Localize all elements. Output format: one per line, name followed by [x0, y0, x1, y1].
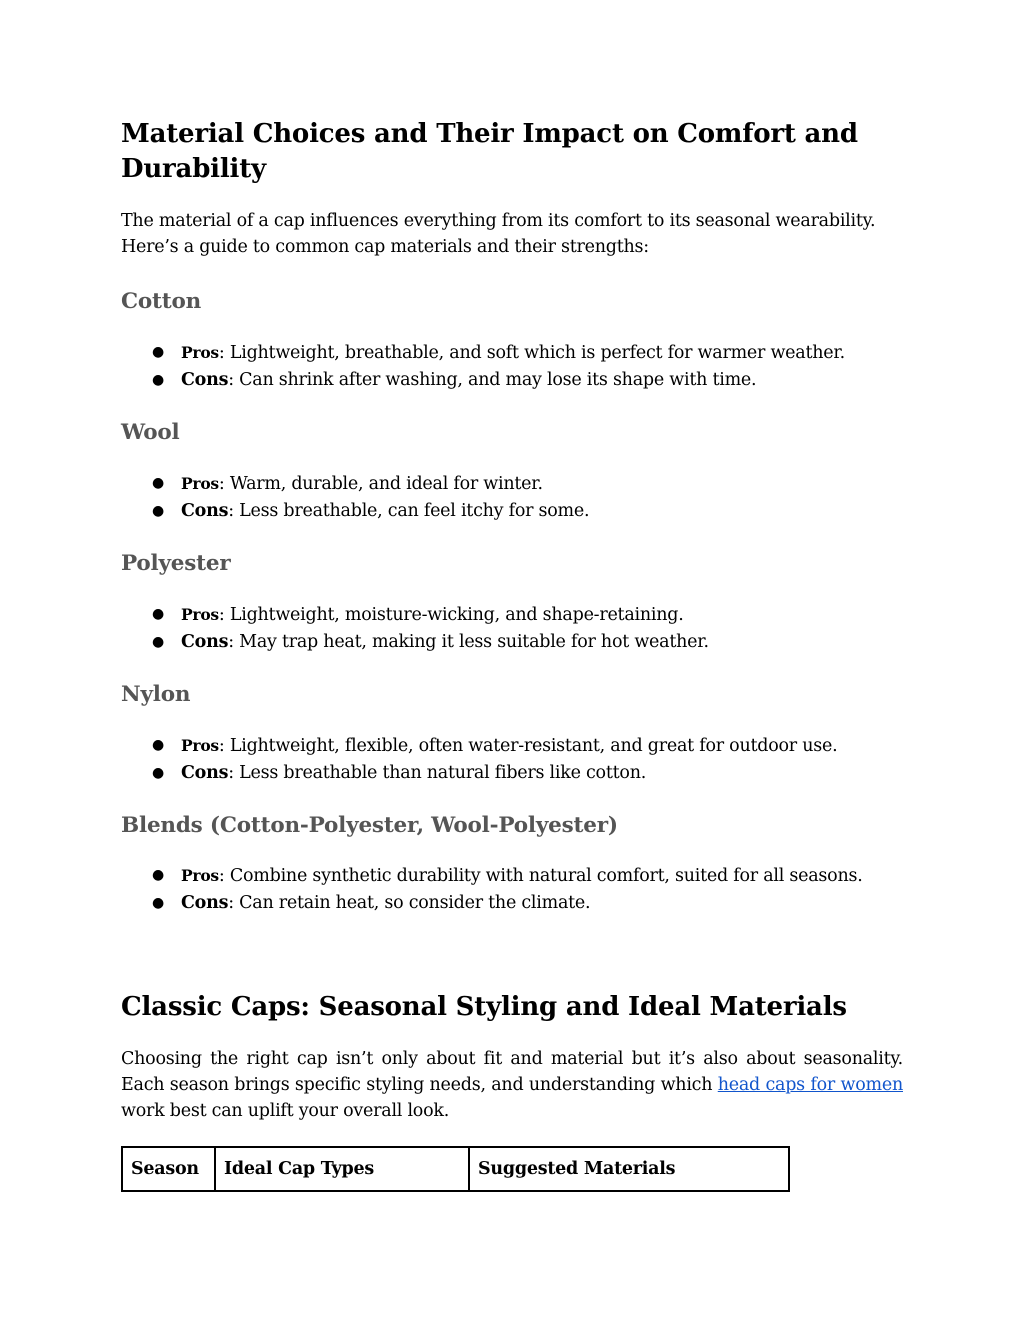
cons-label: Cons [181, 370, 229, 390]
pros-label: Pros [181, 605, 219, 624]
section-title-materials: Material Choices and Their Impact on Comfort and Durability [121, 119, 858, 184]
seasonal-table [121, 1146, 790, 1192]
paragraph-text-before: Choosing the right cap isn’t only about fit and material but it’s also about seasonality. Each season brings specific styling needs, and understanding which [121, 1049, 903, 1095]
bullet-icon: ● [152, 503, 164, 519]
list-item-pros [121, 601, 903, 629]
list-item-pros [121, 862, 903, 890]
pros-label: Pros [181, 866, 219, 885]
cons-text: : Can retain heat, so consider the climate. [228, 893, 591, 913]
pros-label: Pros [181, 474, 219, 493]
pros-text: : Warm, durable, and ideal for winter. [218, 474, 543, 494]
column-header-materials: Suggested Materials [469, 1147, 789, 1191]
pros-label: Pros [181, 343, 219, 362]
list-item-pros [121, 732, 903, 760]
bullet-icon: ● [152, 634, 164, 650]
cons-label: Cons [181, 893, 229, 913]
column-header-cap-types: Ideal Cap Types [215, 1147, 469, 1191]
heading-polyester: Polyester [121, 551, 231, 576]
table-header-row [122, 1147, 789, 1191]
cons-text: : Can shrink after washing, and may lose its shape with time. [228, 370, 757, 390]
pros-label: Pros [181, 736, 219, 755]
list-item-cons [121, 760, 903, 787]
bullet-icon: ● [152, 765, 164, 781]
bullet-icon: ● [152, 895, 164, 911]
pros-text: : Lightweight, moisture-wicking, and shape-retaining. [218, 605, 684, 625]
bullet-icon: ● [152, 606, 164, 622]
list-nylon [121, 732, 903, 787]
paragraph-text-after: work best can uplift your overall look. [121, 1101, 450, 1121]
pros-text: : Lightweight, flexible, often water-resistant, and great for outdoor use. [218, 736, 838, 756]
cons-text: : Less breathable, can feel itchy for some. [228, 501, 590, 521]
heading-blends: Blends (Cotton-Polyester, Wool-Polyester) [121, 813, 618, 838]
cons-label: Cons [181, 501, 229, 521]
list-polyester [121, 601, 903, 656]
list-item-pros [121, 339, 903, 367]
bullet-icon: ● [152, 737, 164, 753]
heading-wool: Wool [121, 420, 180, 445]
pros-text: : Combine synthetic durability with natural comfort, suited for all seasons. [218, 866, 863, 886]
cons-label: Cons [181, 632, 229, 652]
section-title-seasonal: Classic Caps: Seasonal Styling and Ideal Materials [121, 992, 847, 1022]
cons-text: : Less breathable than natural fibers like cotton. [228, 763, 647, 783]
bullet-icon: ● [152, 372, 164, 388]
head-caps-link[interactable]: head caps for women [717, 1075, 903, 1095]
list-item-cons [121, 367, 903, 394]
list-wool [121, 470, 903, 525]
list-blends [121, 862, 903, 917]
list-item-cons [121, 629, 903, 656]
pros-text: : Lightweight, breathable, and soft which is perfect for warmer weather. [218, 343, 845, 363]
list-item-cons [121, 498, 903, 525]
list-item-pros [121, 470, 903, 498]
list-cotton [121, 339, 903, 394]
cons-label: Cons [181, 763, 229, 783]
seasonal-paragraph [121, 1046, 903, 1124]
bullet-icon: ● [152, 475, 164, 491]
bullet-icon: ● [152, 344, 164, 360]
list-item-cons [121, 890, 903, 917]
column-header-season: Season [122, 1147, 215, 1191]
cons-text: : May trap heat, making it less suitable for hot weather. [228, 632, 709, 652]
bullet-icon: ● [152, 867, 164, 883]
intro-paragraph: The material of a cap influences everything from its comfort to its seasonal wearability. Here’s a guide to common cap materials and their strengths: [121, 211, 876, 257]
heading-nylon: Nylon [121, 682, 191, 707]
heading-cotton: Cotton [121, 289, 202, 314]
